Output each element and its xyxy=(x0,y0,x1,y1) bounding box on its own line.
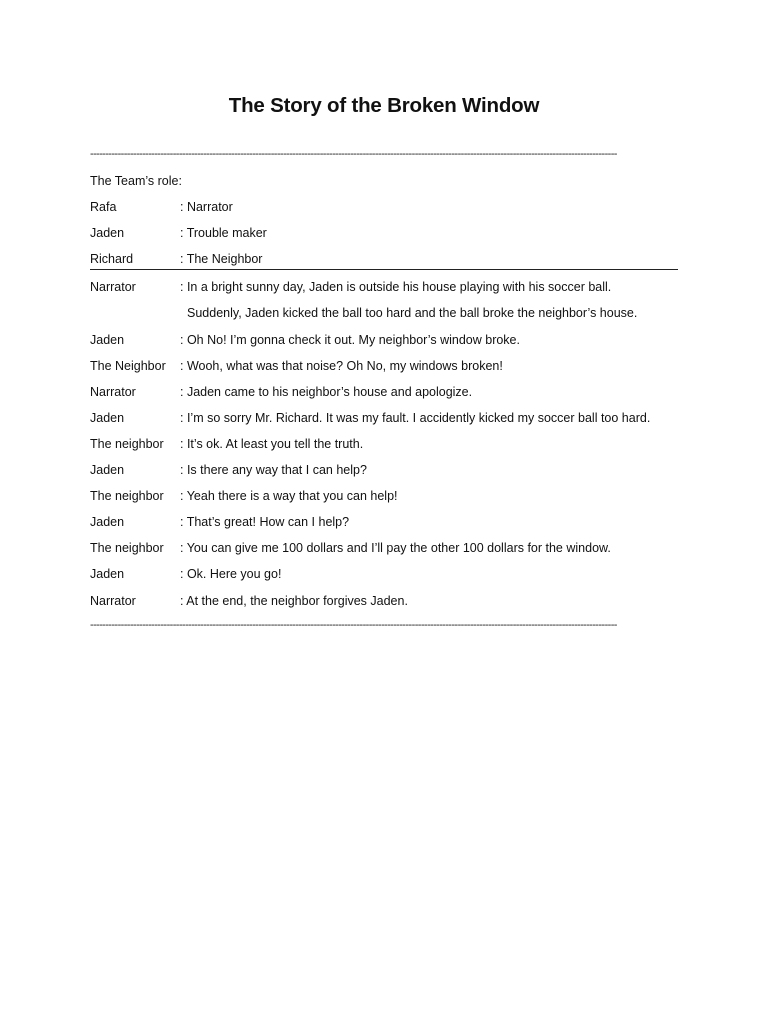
bottom-dashed-separator: ---------------------------------------------------------------------------------------------------------------------------------------------------------------------------- xyxy=(90,619,617,631)
page-title: The Story of the Broken Window xyxy=(228,94,540,117)
top-dashed-separator: ---------------------------------------------------------------------------------------------------------------------------------------------------------------------------- xyxy=(90,148,617,160)
team-heading: The Team’s role: xyxy=(90,174,182,188)
dialogue-text: : I’m so sorry Mr. Richard. It was my fault. I accidently kicked my soccer ball too hard. xyxy=(180,411,651,425)
dialogue-text: : It’s ok. At least you tell the truth. xyxy=(180,437,364,451)
roles-divider-line xyxy=(90,269,678,270)
dialogue-text: : At the end, the neighbor forgives Jaden. xyxy=(180,594,408,608)
speaker-name: Jaden xyxy=(90,463,125,477)
dialogue-text: : Ok. Here you go! xyxy=(180,567,282,581)
speaker-name: Jaden xyxy=(90,411,125,425)
dialogue-text: : That’s great! How can I help? xyxy=(180,515,350,529)
speaker-name: The neighbor xyxy=(90,541,164,555)
dialogue-text: : In a bright sunny day, Jaden is outside his house playing with his soccer ball. xyxy=(180,280,612,294)
dialogue-text: : Is there any way that I can help? xyxy=(180,463,367,477)
speaker-name: The Neighbor xyxy=(90,359,166,373)
speaker-name: Narrator xyxy=(90,594,136,608)
role-name: Richard xyxy=(90,252,134,266)
role-name: Rafa xyxy=(90,200,117,214)
dialogue-text: : Yeah there is a way that you can help! xyxy=(180,489,398,503)
dialogue-text: : Jaden came to his neighbor’s house and apologize. xyxy=(180,385,473,399)
dialogue-continuation: Suddenly, Jaden kicked the ball too hard and the ball broke the neighbor’s house. xyxy=(187,306,638,320)
speaker-name: Narrator xyxy=(90,385,136,399)
speaker-name: Jaden xyxy=(90,567,125,581)
speaker-name: Jaden xyxy=(90,333,125,347)
dialogue-text: : Oh No! I’m gonna check it out. My neighbor’s window broke. xyxy=(180,333,520,347)
speaker-name: Jaden xyxy=(90,515,125,529)
dialogue-text: : You can give me 100 dollars and I’ll pay the other 100 dollars for the window. xyxy=(180,541,611,555)
dialogue-text: : Wooh, what was that noise? Oh No, my windows broken! xyxy=(180,359,503,373)
role-name: Jaden xyxy=(90,226,125,240)
role-description: : Narrator xyxy=(180,200,233,214)
speaker-name: The neighbor xyxy=(90,437,164,451)
speaker-name: The neighbor xyxy=(90,489,164,503)
role-description: : Trouble maker xyxy=(180,226,267,240)
speaker-name: Narrator xyxy=(90,280,136,294)
role-description: : The Neighbor xyxy=(180,252,263,266)
